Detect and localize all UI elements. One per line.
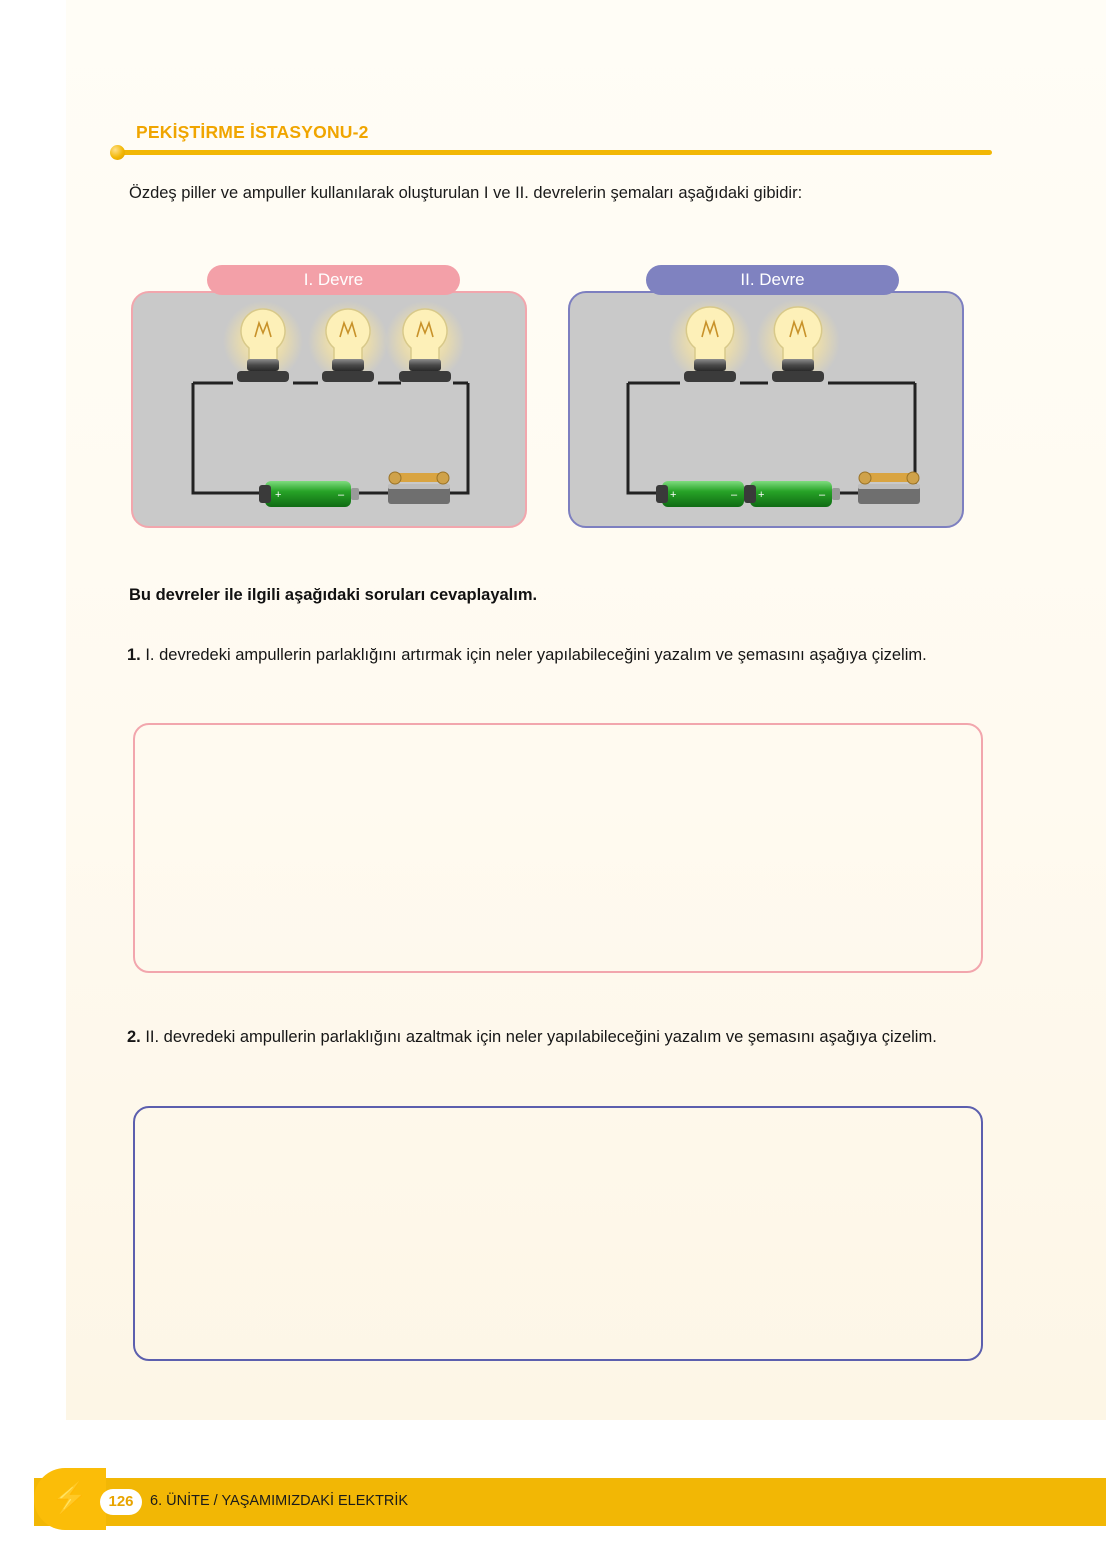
svg-text:+: + [670, 489, 677, 501]
svg-text:+: + [275, 489, 282, 501]
question-1 [127, 643, 983, 668]
question-2 [127, 1025, 983, 1050]
circuit-1-svg [133, 293, 525, 526]
answer-area-2[interactable] [133, 1106, 983, 1361]
circuit-1-diagram [131, 291, 527, 528]
page-title: PEKİŞTİRME İSTASYONU-2 [136, 122, 369, 142]
circuit-2-diagram [568, 291, 964, 528]
page-number: 126 [100, 1489, 142, 1515]
circuit-1-label: I. Devre [207, 265, 460, 295]
svg-text:–: – [731, 489, 738, 501]
intro-paragraph: Özdeş piller ve ampuller kullanılarak oluşturulan I ve II. devrelerin şemaları aşağıdaki gibidir: [129, 184, 803, 202]
footer-unit-text: 6. ÜNİTE / YAŞAMIMIZDAKİ ELEKTRİK [150, 1493, 409, 1509]
svg-text:+: + [758, 489, 765, 501]
svg-text:–: – [819, 489, 826, 501]
svg-text:–: – [338, 489, 345, 501]
header-bullet-dot-icon [110, 145, 125, 160]
lightning-bolt-icon [34, 1468, 106, 1530]
page-left-margin [0, 0, 66, 1560]
bolt-glyph: ⚡ [51, 1482, 89, 1515]
answer-area-1[interactable] [133, 723, 983, 973]
question-2-text: II. devredeki ampullerin parlaklığını azaltmak için neler yapılabileceğini yazalım ve şemasını aşağıya çizelim. [140, 1028, 937, 1046]
questions-lead: Bu devreler ile ilgili aşağıdaki soruları cevaplayalım. [129, 586, 538, 604]
question-1-number: 1. [127, 646, 141, 664]
question-1-text: I. devredeki ampullerin parlaklığını artırmak için neler yapılabileceğini yazalım ve şemasını aşağıya çizelim. [140, 646, 927, 664]
circuit-2-label: II. Devre [646, 265, 899, 295]
circuit-2-svg [570, 293, 962, 526]
question-2-number: 2. [127, 1028, 141, 1046]
header-divider [112, 150, 992, 155]
footer-left-margin [0, 1478, 34, 1526]
